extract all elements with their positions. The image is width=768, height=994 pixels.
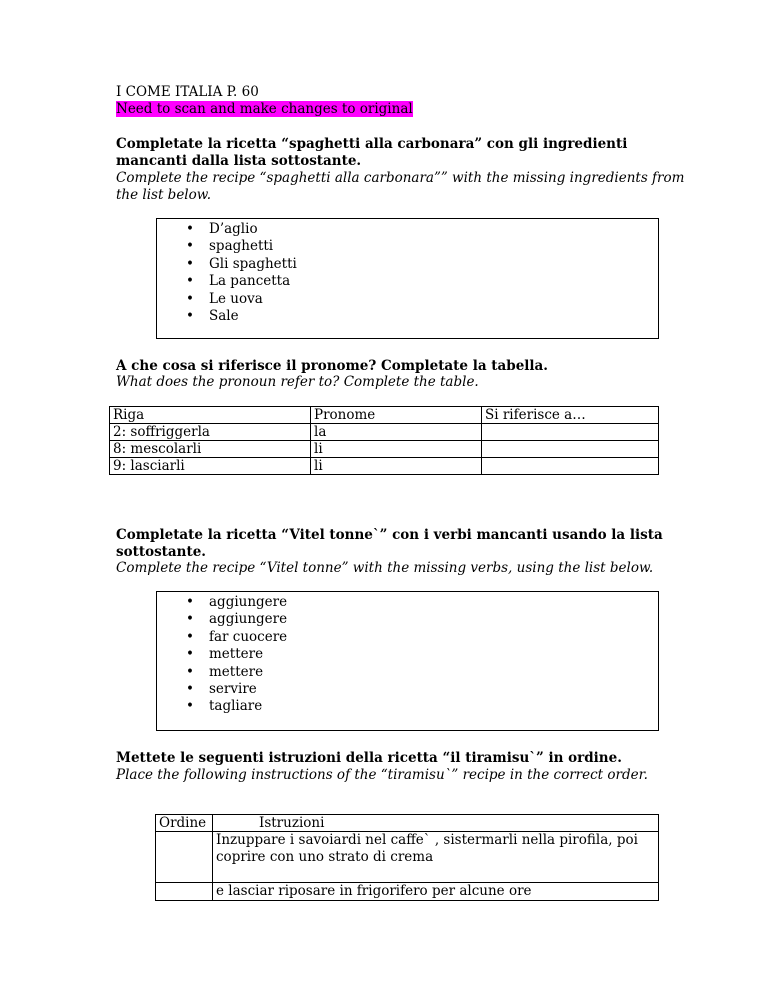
list-item: • aggiungere	[157, 594, 658, 611]
instruction-text-line1: e lasciar riposare in frigorifero per alcune ore	[216, 883, 532, 899]
table-cell-empty[interactable]	[482, 458, 659, 475]
table-row	[156, 832, 659, 883]
section4-subtitle: Place the following instructions of the “tiramisu`” recipe in the correct order.	[116, 767, 648, 783]
section1-title-line1: Completate la ricetta “spaghetti alla carbonara” con gli ingredienti	[116, 136, 628, 152]
list-item: • aggiungere	[157, 611, 658, 628]
pronoun-table	[109, 406, 659, 475]
column-header-pronome: Pronome	[311, 407, 482, 424]
table-cell: li	[311, 458, 482, 475]
table-cell: li	[311, 441, 482, 458]
list-item: • mettere	[157, 664, 658, 681]
list-item: • servire	[157, 681, 658, 698]
table-cell: 9: lasciarli	[110, 458, 311, 475]
list-item: • far cuocere	[157, 629, 658, 646]
instruction-text-line2: coprire con uno strato di crema	[216, 849, 434, 865]
section2-subtitle: What does the pronoun refer to? Complete the table.	[116, 374, 479, 390]
verbs-list-box	[156, 591, 659, 731]
list-item: • Sale	[157, 308, 658, 325]
table-row	[110, 424, 659, 441]
table-header-row	[110, 407, 659, 424]
ingredients-list-box	[156, 218, 659, 339]
list-item: • La pancetta	[157, 273, 658, 290]
list-item: • tagliare	[157, 698, 658, 715]
instruction-cell	[213, 883, 659, 901]
column-header-istruzioni: Istruzioni	[213, 815, 659, 832]
list-item: • D’aglio	[157, 221, 658, 238]
instruction-cell	[213, 832, 659, 883]
page-reference: I COME ITALIA P. 60	[116, 84, 259, 100]
table-header-row	[156, 815, 659, 832]
list-item: • Le uova	[157, 291, 658, 308]
list-item: • mettere	[157, 646, 658, 663]
section3-subtitle: Complete the recipe “Vitel tonne” with the missing verbs, using the list below.	[116, 560, 654, 576]
column-header-riga: Riga	[110, 407, 311, 424]
section1-title-line2: mancanti dalla lista sottostante.	[116, 153, 362, 169]
list-item: • Gli spaghetti	[157, 256, 658, 273]
instruction-text-line1: Inzuppare i savoiardi nel caffe` , sistermarli nella pirofila, poi	[216, 832, 638, 848]
table-row	[156, 883, 659, 901]
table-cell-empty[interactable]	[482, 441, 659, 458]
table-row	[110, 441, 659, 458]
section1-subtitle-line2: the list below.	[116, 187, 212, 203]
column-header-ordine: Ordine	[156, 815, 213, 832]
section3-title-line1: Completate la ricetta “Vitel tonne`” con i verbi mancanti usando la lista	[116, 527, 663, 543]
order-cell-empty[interactable]	[156, 883, 213, 901]
section2-title: A che cosa si riferisce il pronome? Completate la tabella.	[116, 358, 548, 374]
section3-title-line2: sottostante.	[116, 544, 207, 560]
order-cell-empty[interactable]	[156, 832, 213, 883]
table-cell-empty[interactable]	[482, 424, 659, 441]
table-cell: 2: soffriggerla	[110, 424, 311, 441]
column-header-si-riferisce: Si riferisce a…	[482, 407, 659, 424]
instructions-table	[155, 814, 659, 901]
section1-subtitle-line1: Complete the recipe “spaghetti alla carbonara”” with the missing ingredients from	[116, 170, 685, 186]
section4-title: Mettete le seguenti istruzioni della ricetta “il tiramisu`” in ordine.	[116, 750, 622, 766]
highlighted-note: Need to scan and make changes to original	[116, 101, 413, 117]
table-cell: la	[311, 424, 482, 441]
table-row	[110, 458, 659, 475]
table-cell: 8: mescolarli	[110, 441, 311, 458]
list-item: • spaghetti	[157, 238, 658, 255]
